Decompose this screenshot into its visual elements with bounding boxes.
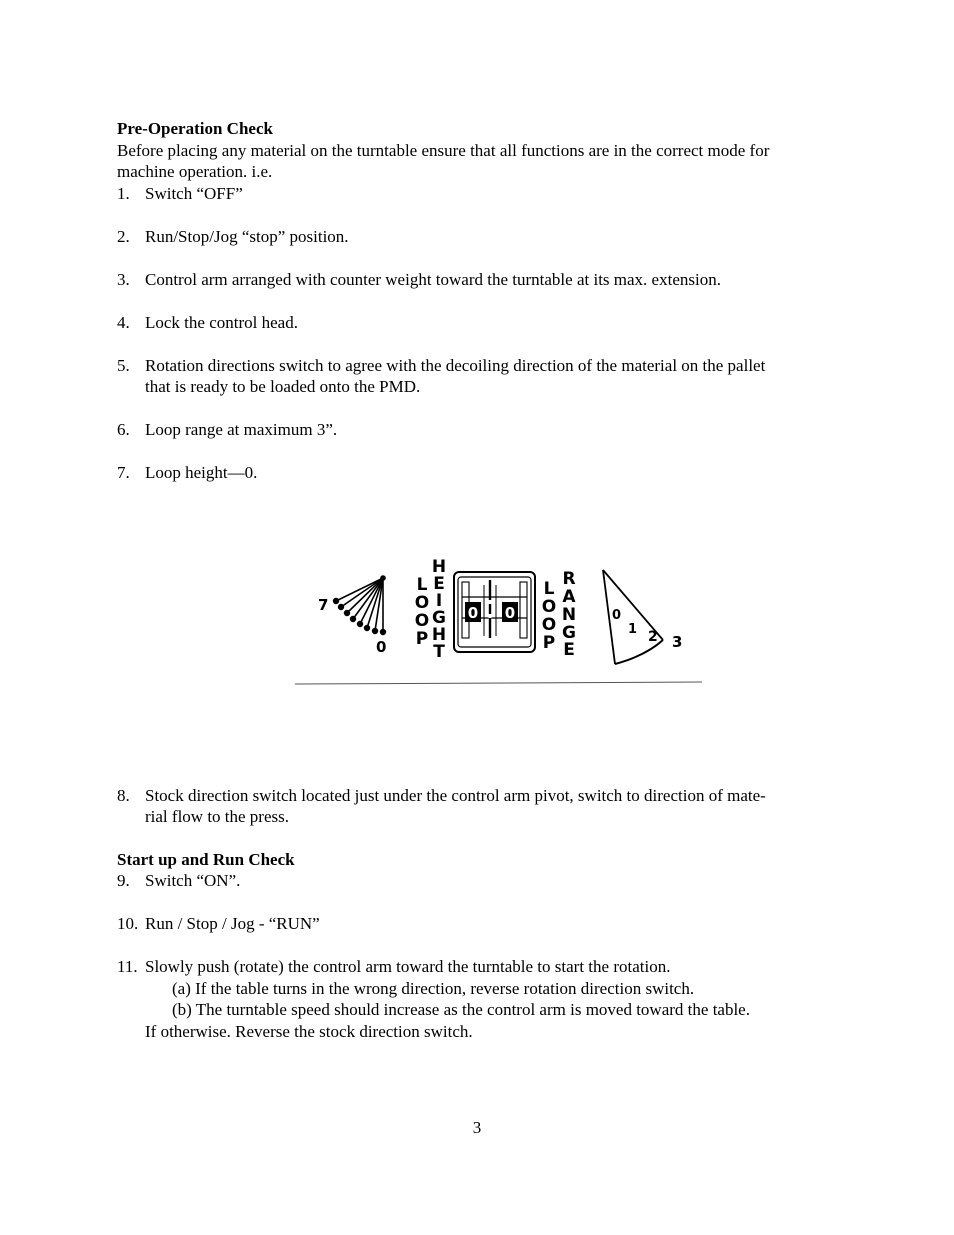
loop-range-loop-label bbox=[542, 579, 556, 653]
loop-range-scale bbox=[612, 608, 682, 651]
svg-text:O: O bbox=[541, 615, 557, 635]
svg-text:O: O bbox=[414, 611, 430, 631]
svg-text:H: H bbox=[431, 625, 447, 645]
intro-line-1: Before placing any material on the turntable ensure that all functions are in the correct mode for bbox=[117, 140, 770, 160]
intro-line-2: machine operation. i.e. bbox=[117, 162, 273, 181]
svg-text:O: O bbox=[541, 597, 557, 617]
svg-text:T: T bbox=[433, 642, 445, 662]
sub-item-a: (a) If the table turns in the wrong direction, reverse rotation direction switch. bbox=[172, 978, 695, 998]
svg-text:P: P bbox=[415, 629, 429, 649]
svg-text:R: R bbox=[562, 569, 576, 589]
svg-text:A: A bbox=[562, 587, 576, 607]
svg-text:N: N bbox=[561, 605, 577, 625]
loop-height-dial bbox=[334, 576, 386, 634]
startup-heading: Start up and Run Check bbox=[117, 849, 295, 869]
svg-text:2: 2 bbox=[648, 629, 658, 645]
svg-text:P: P bbox=[542, 633, 556, 653]
svg-text:0: 0 bbox=[612, 608, 622, 623]
switch-left-value: 0 bbox=[467, 604, 479, 622]
sub-item-b: (b) The turntable speed should increase as the control arm is moved toward the table. bbox=[172, 1000, 750, 1019]
switch-block bbox=[454, 572, 535, 652]
diagram-baseline bbox=[295, 682, 702, 684]
svg-text:L: L bbox=[543, 579, 555, 599]
loop-range-range-label bbox=[562, 569, 577, 660]
control-panel-diagram bbox=[290, 552, 710, 692]
svg-text:G: G bbox=[432, 608, 446, 628]
svg-text:E: E bbox=[563, 640, 575, 660]
svg-text:E: E bbox=[433, 574, 445, 594]
switch-right-value: 0 bbox=[504, 604, 516, 622]
pre-operation-heading: Pre-Operation Check bbox=[117, 119, 273, 138]
loop-height-min-label: 0 bbox=[376, 638, 387, 656]
page-number: 3 bbox=[472, 1118, 482, 1137]
svg-text:H: H bbox=[431, 557, 447, 577]
svg-text:3: 3 bbox=[672, 633, 683, 651]
svg-text:L: L bbox=[416, 575, 428, 595]
loop-height-loop-label bbox=[415, 575, 429, 649]
loop-height-height-label bbox=[432, 557, 446, 662]
svg-text:O: O bbox=[414, 593, 430, 613]
svg-text:1: 1 bbox=[628, 622, 638, 637]
svg-text:I: I bbox=[435, 591, 443, 611]
svg-text:G: G bbox=[562, 623, 576, 643]
loop-height-max-label: 7 bbox=[318, 596, 329, 614]
